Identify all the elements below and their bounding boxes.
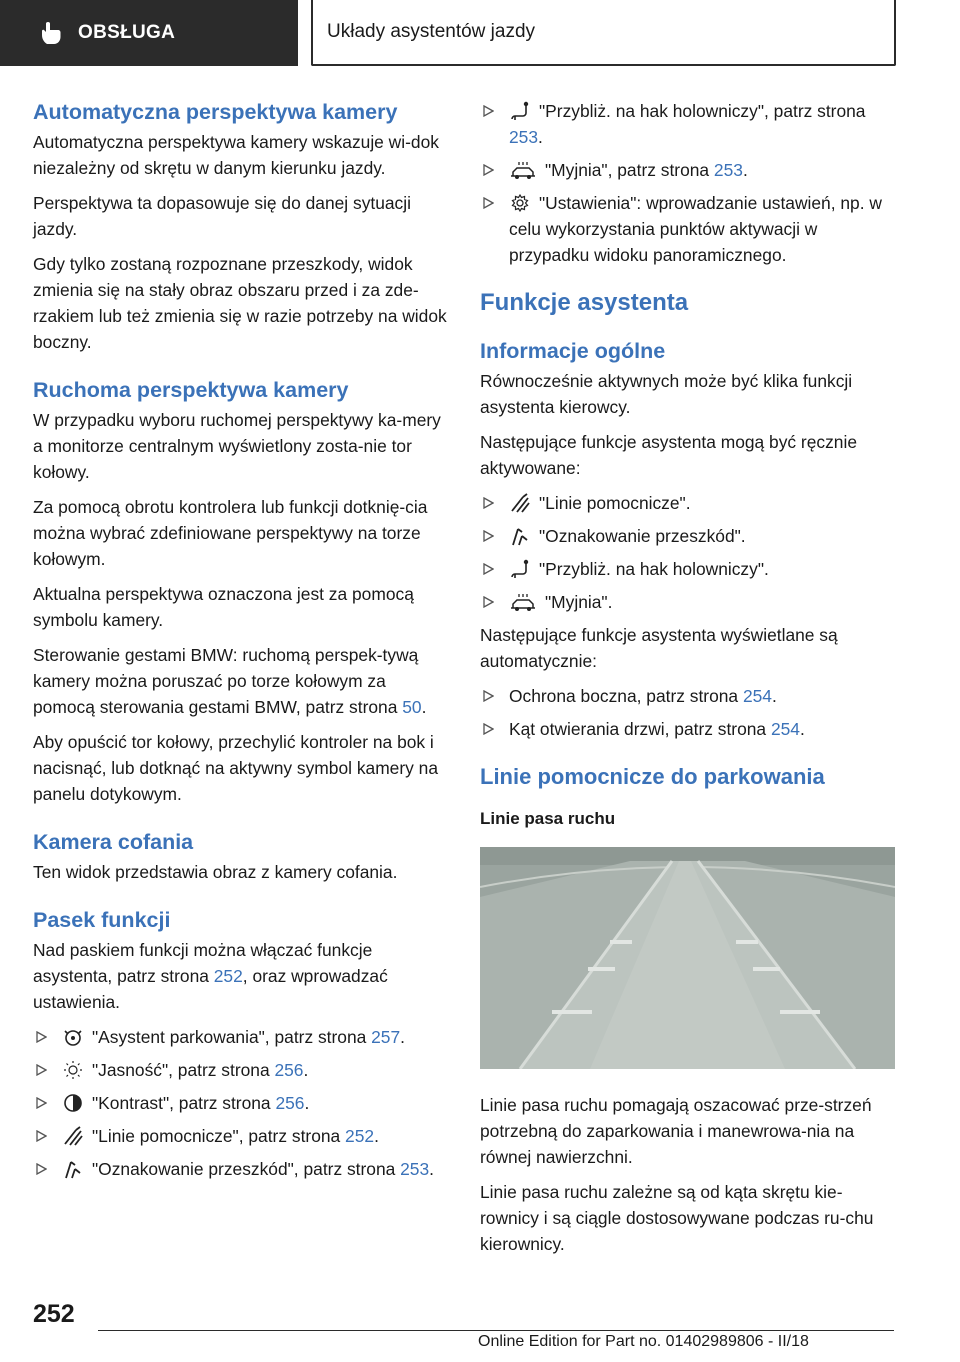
bullet-triangle-icon [483, 164, 494, 176]
text: "Przybliż. na hak holowniczy". [539, 559, 769, 579]
heading-assistant-functions: Funkcje asystenta [480, 289, 689, 316]
page-number: 252 [33, 1300, 75, 1328]
paragraph: Ten widok przedstawia obraz z kamery cofania. [33, 862, 398, 882]
paragraph: Linie pasa ruchu pomagają oszacować prze-strzeń potrzebną do zaparkowania i manewrowa-nia na równej nawierzchni. [480, 1095, 872, 1167]
text: Sterowanie gestami BMW: ruchomą perspek-tywą kamery można poruszać po torze kołowym za pomocą sterowania gestami BMW, patrz strona [33, 645, 419, 717]
paragraph: Następujące funkcje asystenta mogą być ręcznie aktywowane: [480, 432, 857, 478]
list-item [480, 98, 896, 150]
page-link[interactable]: 254 [770, 719, 800, 739]
section-tab [0, 0, 298, 66]
list-item [480, 683, 896, 709]
list-item [33, 1123, 449, 1149]
text: . [771, 686, 777, 706]
list-item [480, 157, 896, 183]
hand-pointer-icon [38, 20, 64, 46]
heading-moving-perspective: Ruchoma perspektywa kamery [33, 378, 349, 402]
text: . [374, 1126, 379, 1146]
list-item [480, 716, 896, 742]
paragraph: Linie pasa ruchu zależne są od kąta skrętu kie-rownicy i są ciągle dostosowywane podczas ru-chu kierownicy. [480, 1182, 874, 1254]
text: . [799, 719, 805, 739]
page-link[interactable]: 252 [345, 1126, 375, 1146]
heading-auto-perspective: Automatyczna perspektywa kamery [33, 100, 398, 124]
paragraph: W przypadku wyboru ruchomej perspektywy ka-mery a monitorze centralnym wyświetlony zosta-nie tor kołowy. [33, 410, 441, 482]
text: "Myjnia". [545, 592, 613, 612]
page-link[interactable]: 50 [402, 697, 422, 717]
list-item [480, 190, 896, 268]
text: . [742, 160, 748, 180]
settings-gear-icon [509, 193, 531, 213]
contrast-icon [62, 1093, 84, 1113]
section-title: OBSŁUGA [78, 22, 176, 43]
bullet-triangle-icon [483, 497, 494, 509]
page-link[interactable]: 254 [742, 686, 772, 706]
bullet-triangle-icon [483, 530, 494, 542]
text: Nad paskiem funkcji można włączać funkcje asystenta, patrz strona [33, 940, 373, 986]
paragraph: Za pomocą obrotu kontrolera lub funkcji dotknię-cia można wybrać zdefiniowane perspektywy na torze kołowym. [33, 497, 428, 569]
heading-general-info: Informacje ogólne [480, 339, 666, 363]
bullet-triangle-icon [483, 596, 494, 608]
text: Ochrona boczna, patrz strona [509, 686, 743, 706]
text: "Asystent parkowania", patrz strona [92, 1027, 372, 1047]
list-item [33, 1057, 449, 1083]
parking-assistant-icon [62, 1027, 84, 1047]
text: "Linie pomocnicze". [539, 493, 691, 513]
text: "Linie pomocnicze", patrz strona [92, 1126, 346, 1146]
obstacle-marking-icon [509, 526, 531, 546]
page-link[interactable]: 256 [275, 1093, 305, 1113]
heading-rear-camera: Kamera cofania [33, 830, 194, 854]
function-bar-list-continued [480, 98, 896, 268]
guide-lines-icon [62, 1126, 84, 1146]
paragraph [33, 642, 449, 720]
paragraph: Automatyczna perspektywa kamery wskazuje wi-dok niezależny od skrętu w danym kierunku jazdy. [33, 132, 439, 178]
text: . [400, 1027, 405, 1047]
text: "Jasność", patrz strona [92, 1060, 275, 1080]
footer-edition: Online Edition for Part no. 01402989806 - II/18 [478, 1333, 809, 1350]
text: "Oznakowanie przeszkód". [539, 526, 746, 546]
bullet-triangle-icon [36, 1064, 47, 1076]
page-header [0, 0, 960, 66]
page-link[interactable]: 252 [213, 966, 243, 986]
text: . [429, 1159, 434, 1179]
paragraph: Aby opuścić tor kołowy, przechylić kontroler na bok i nacisnąć, lub dotknąć na aktywny symbol kamery na panelu dotykowym. [33, 732, 439, 804]
heading-parking-guide-lines: Linie pomocnicze do parkowania [480, 764, 825, 789]
brightness-icon [62, 1060, 84, 1080]
right-column [480, 98, 896, 1266]
chapter-tab [311, 0, 896, 66]
subheading-lane-lines: Linie pasa ruchu [480, 809, 616, 828]
bullet-triangle-icon [483, 197, 494, 209]
bullet-triangle-icon [483, 690, 494, 702]
guide-lines-icon [509, 493, 531, 513]
text: "Oznakowanie przeszkód", patrz strona [92, 1159, 401, 1179]
bullet-triangle-icon [483, 105, 494, 117]
function-bar-list [33, 1024, 449, 1182]
obstacle-marking-icon [62, 1159, 84, 1179]
text: . [304, 1093, 310, 1113]
footer-divider [98, 1330, 894, 1331]
car-wash-icon [509, 592, 537, 612]
list-item [480, 523, 896, 549]
bullet-triangle-icon [483, 563, 494, 575]
heading-function-bar: Pasek funkcji [33, 908, 171, 932]
bullet-triangle-icon [36, 1097, 47, 1109]
bullet-triangle-icon [36, 1031, 47, 1043]
page-link[interactable]: 257 [371, 1027, 401, 1047]
bullet-triangle-icon [36, 1130, 47, 1142]
paragraph [33, 937, 449, 1015]
text: "Myjnia", patrz strona [545, 160, 714, 180]
text: . [421, 697, 427, 717]
paragraph: Aktualna perspektywa oznaczona jest za pomocą symbolu kamery. [33, 584, 414, 630]
left-column [33, 98, 449, 1189]
page-link[interactable]: 253 [713, 160, 743, 180]
paragraph: Perspektywa ta dopasowuje się do danej sytuacji jazdy. [33, 193, 411, 239]
list-item [33, 1156, 449, 1182]
car-wash-icon [509, 160, 537, 180]
list-item [33, 1024, 449, 1050]
text: "Ustawienia": wprowadzanie ustawień, np. w celu wykorzystania punktów aktywacji w przypadku widoku panoramicznego. [509, 193, 882, 265]
text: Kąt otwierania drzwi, patrz strona [509, 719, 771, 739]
tow-hitch-icon [509, 559, 531, 579]
list-item [33, 1090, 449, 1116]
paragraph: Gdy tylko zostaną rozpoznane przeszkody, widok zmienia się na stały obraz obszaru przed i za zde-rzakiem lub też zmienia się w razie potrzeby na widok boczny. [33, 254, 447, 352]
bullet-triangle-icon [36, 1163, 47, 1175]
page-link[interactable]: 256 [274, 1060, 304, 1080]
manual-functions-list [480, 490, 896, 615]
text: . [303, 1060, 309, 1080]
tow-hitch-icon [509, 101, 531, 121]
paragraph: Równocześnie aktywnych może być klika funkcji asystenta kierowcy. [480, 371, 853, 417]
paragraph: Następujące funkcje asystenta wyświetlane są automatycznie: [480, 625, 838, 671]
bullet-triangle-icon [483, 723, 494, 735]
list-item [480, 589, 896, 615]
list-item [480, 490, 896, 516]
text: , oraz wprowadzać ustawienia. [33, 966, 388, 1012]
text: "Przybliż. na hak holowniczy", patrz strona [539, 101, 866, 121]
lane-lines-illustration [480, 847, 895, 1069]
automatic-functions-list [480, 683, 896, 742]
chapter-title: Układy asystentów jazdy [327, 21, 536, 42]
list-item [480, 556, 896, 582]
text: . [538, 127, 543, 147]
page-link[interactable]: 253 [509, 127, 539, 147]
text: "Kontrast", patrz strona [92, 1093, 276, 1113]
page-link[interactable]: 253 [400, 1159, 430, 1179]
